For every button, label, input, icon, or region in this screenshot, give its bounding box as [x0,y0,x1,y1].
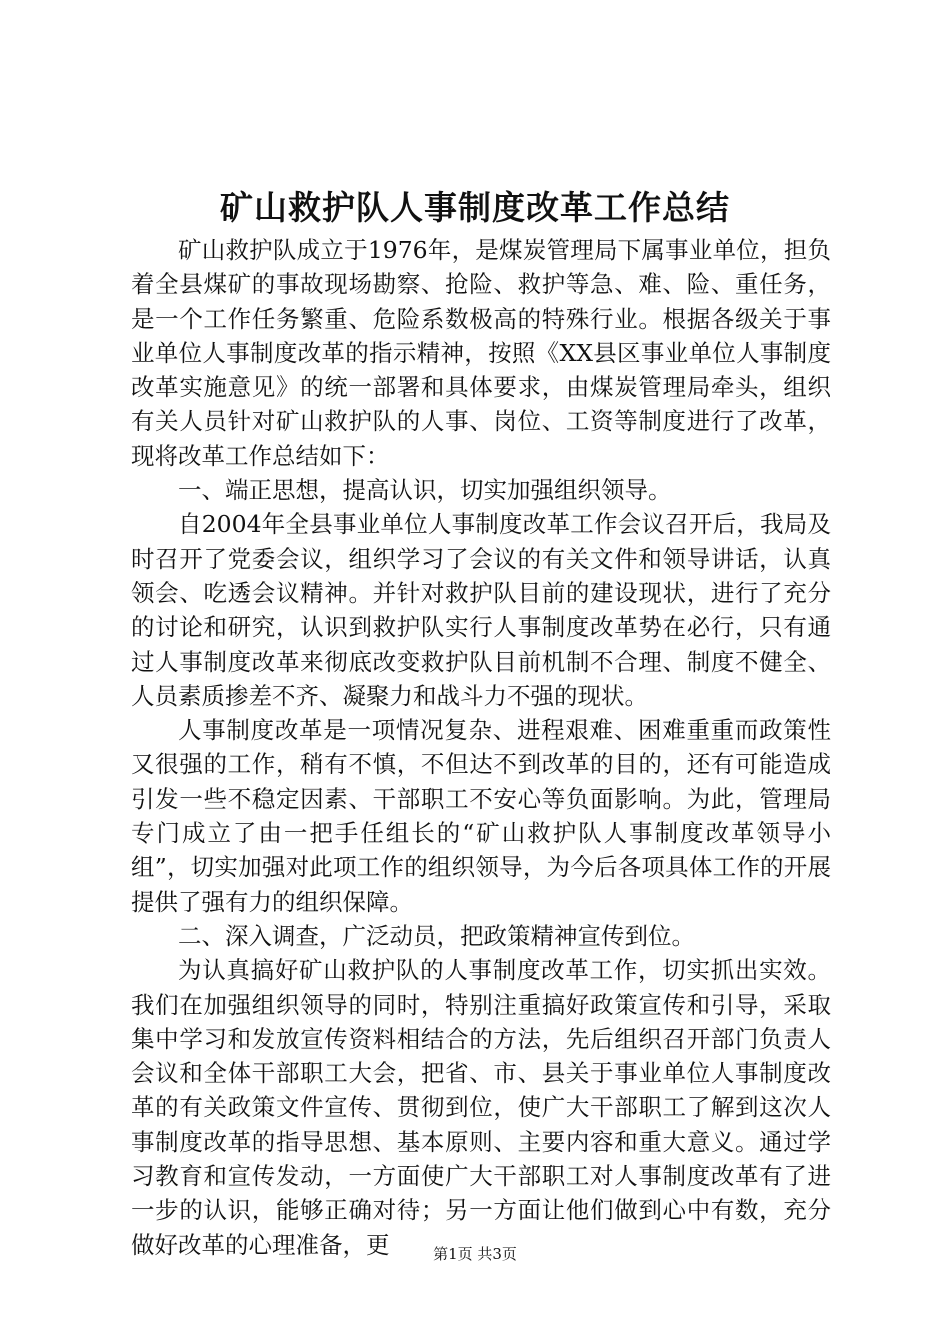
page-number-footer: 第1页 共3页 [433,1245,517,1263]
paragraph-section-1b: 人事制度改革是一项情况复杂、进程艰难、困难重重而政策性又很强的工作，稍有不慎，不但达不到改革的目的，还有可能造成引发一些不稳定因素、干部职工不安心等负面影响。为此，管理局专门成立了由一把手任组长的“矿山救护队人事制度改革领导小组”，切实加强对此项工作的组织领导，为今后各项具体工作的开展提供了强有力的组织保障。 [131,716,831,916]
document-body [131,233,831,1262]
paragraph-section-2a: 为认真搞好矿山救护队的人事制度改革工作，切实抓出实效。我们在加强组织领导的同时，特别注重搞好政策宣传和引导，采取集中学习和发放宣传资料相结合的方法，先后组织召开部门负责人会议和全体干部职工大会，把省、市、县关于事业单位人事制度改革的有关政策文件宣传、贯彻到位，使广大干部职工了解到这次人事制度改革的指导思想、基本原则、主要内容和重大意义。通过学习教育和宣传发动，一方面使广大干部职工对人事制度改革有了进一步的认识，能够正确对待；另一方面让他们做到心中有数，充分做好改革的心理准备，更 [131,956,831,1259]
section-heading-1: 一、端正思想，提高认识，切实加强组织领导。 [178,476,672,505]
section-heading-2: 二、深入调查，广泛动员，把政策精神宣传到位。 [178,921,695,950]
paragraph-intro: 矿山救护队成立于1976年，是煤炭管理局下属事业单位，担负着全县煤矿的事故现场勘察、抢险、救护等急、难、险、重任务，是一个工作任务繁重、危险系数极高的特殊行业。根据各级关于事业单位人事制度改革的指示精神，按照《XX县区事业单位人事制度改革实施意见》的统一部署和具体要求，由煤炭管理局牵头，组织有关人员针对矿山救护队的人事、岗位、工资等制度进行了改革，现将改革工作总结如下： [131,236,831,470]
document-title: 矿山救护队人事制度改革工作总结 [220,188,730,227]
paragraph-section-1a: 自2004年全县事业单位人事制度改革工作会议召开后，我局及时召开了党委会议，组织学习了会议的有关文件和领导讲话，认真领会、吃透会议精神。并针对救护队目前的建设现状，进行了充分的讨论和研究，认识到救护队实行人事制度改革势在必行，只有通过人事制度改革来彻底改变救护队目前机制不合理、制度不健全、人员素质掺差不齐、凝聚力和战斗力不强的现状。 [131,510,831,710]
